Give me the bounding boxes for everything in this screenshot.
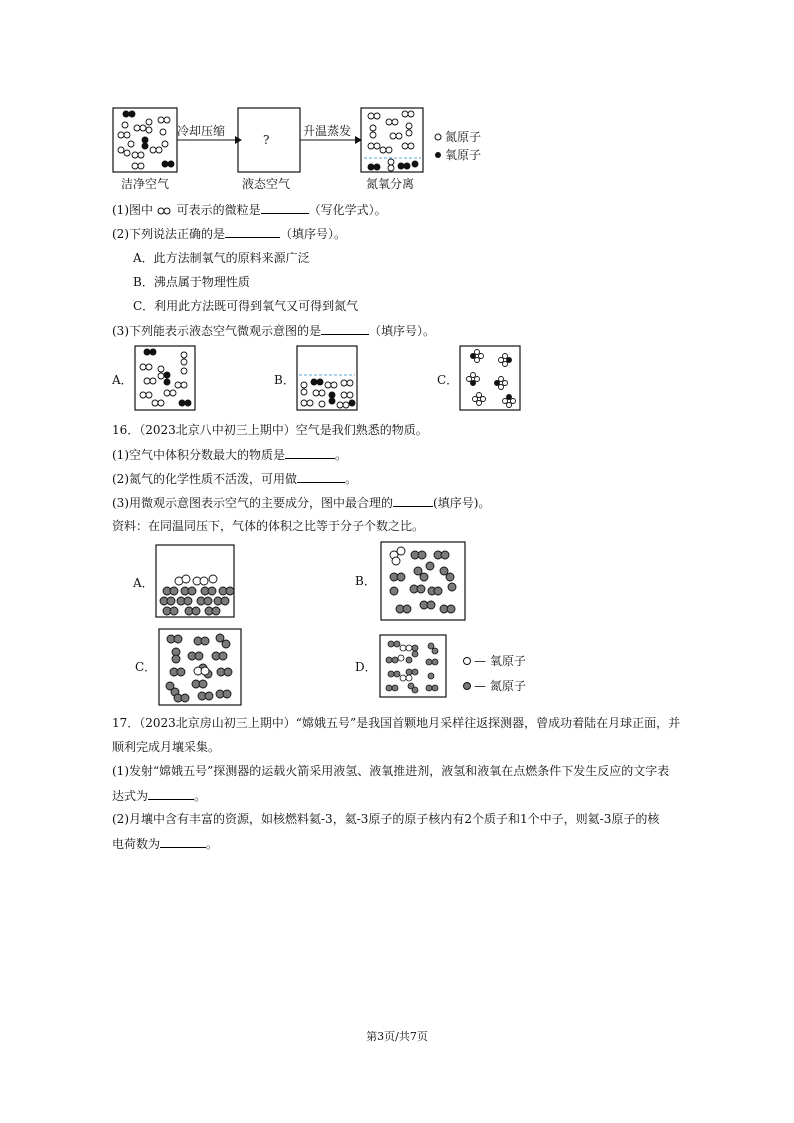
answer-blank[interactable]: [225, 225, 280, 238]
q16-label-b: B．: [355, 574, 376, 588]
q15-part1: (1)图中 可表示的微粒是 （写化学式）。: [112, 203, 387, 217]
q16-info: 资料：在同温同压下，气体的体积之比等于分子个数之比。: [112, 519, 425, 533]
answer-blank[interactable]: [160, 835, 206, 848]
q15-label-b: B．: [274, 373, 295, 387]
q15-part3: (3)下列能表示液态空气微观示意图的是 （填序号）。: [112, 324, 436, 338]
q16-part3: (3)用微观示意图表示空气的主要成分，图中最合理的 (填序号)。: [112, 496, 491, 510]
legend-oxygen-icon: [462, 656, 472, 666]
q16-figure-a: [155, 544, 235, 618]
separation-particles: [368, 111, 418, 171]
q15-figure-c: [459, 345, 521, 411]
q15-label-c: C．: [437, 373, 459, 387]
q16-label-c: C．: [135, 660, 157, 674]
q16-label-d: D．: [355, 660, 377, 674]
q16-label-a: A．: [133, 576, 154, 590]
box2-caption: 液态空气: [242, 177, 291, 191]
q16-stem: 16．（2023北京八中初三上期中）空气是我们熟悉的物质。: [112, 423, 428, 437]
legend-nitrogen-icon: [462, 681, 472, 691]
legend-oxygen-label: 氧原子: [445, 148, 482, 162]
q17-part1-line1: (1)发射“嫦娥五号”探测器的运载火箭采用液氢、液氧推进剂，液氢和液氧在点燃条件下发生反应的文字表: [112, 764, 670, 778]
answer-blank[interactable]: [393, 494, 433, 507]
answer-blank[interactable]: [321, 322, 369, 335]
answer-blank[interactable]: [297, 470, 345, 483]
q15-figure-a: [134, 345, 196, 411]
box1-caption: 洁净空气: [121, 177, 170, 191]
legend-nitrogen-label: — 氮原子: [474, 679, 526, 693]
q16-part1: (1)空气中体积分数最大的物质是 。: [112, 448, 348, 462]
q17-stem-line1: 17．（2023北京房山初三上期中）“嫦娥五号”是我国首颗地月采样往返探测器，曾成功着陆在月球正面，并: [112, 716, 681, 730]
q17-part1-line2: 达式为 。: [112, 789, 207, 803]
legend-oxygen-icon: [435, 152, 441, 158]
box2-mark: ?: [263, 133, 270, 147]
q15-part2: (2)下列说法正确的是 （填序号）。: [112, 227, 347, 241]
q15-figure-b: [296, 345, 358, 411]
q15-option-a: A．此方法制氧气的原料来源广泛: [133, 251, 310, 265]
q15-option-c: C．利用此方法既可得到氧气又可得到氮气: [133, 299, 359, 313]
arrow2-label: 升温蒸发: [303, 124, 352, 138]
molecule-icon: [157, 207, 173, 215]
arrow1-label: 冷却压缩: [177, 124, 226, 138]
q17-part2-line1: (2)月壤中含有丰富的资源，如核燃料氦-3，氦-3原子的原子核内有2个质子和1个中子，则氦-3原子的核: [112, 812, 660, 826]
answer-blank[interactable]: [148, 787, 194, 800]
legend-oxygen-label: — 氧原子: [474, 654, 526, 668]
q16-figure-b: [380, 541, 466, 621]
q16-figure-d: [379, 634, 447, 698]
q15-option-b: B．沸点属于物理性质: [133, 275, 250, 289]
legend-nitrogen-icon: [435, 134, 441, 140]
q15-label-a: A．: [112, 373, 133, 387]
q16-figure-c: [158, 628, 242, 706]
q17-stem-line2: 顺利完成月壤采集。: [112, 740, 221, 754]
page-number: 第3页/共7页: [366, 1030, 428, 1043]
q17-part2-line2: 电荷数为 。: [112, 837, 219, 851]
legend-nitrogen-label: 氮原子: [445, 130, 482, 144]
clean-air-particles: [118, 111, 174, 169]
box3-caption: 氮氧分离: [366, 177, 415, 191]
q16-part2: (2)氮气的化学性质不活泼，可用做 。: [112, 472, 358, 486]
answer-blank[interactable]: [285, 446, 335, 459]
answer-blank[interactable]: [261, 201, 309, 214]
